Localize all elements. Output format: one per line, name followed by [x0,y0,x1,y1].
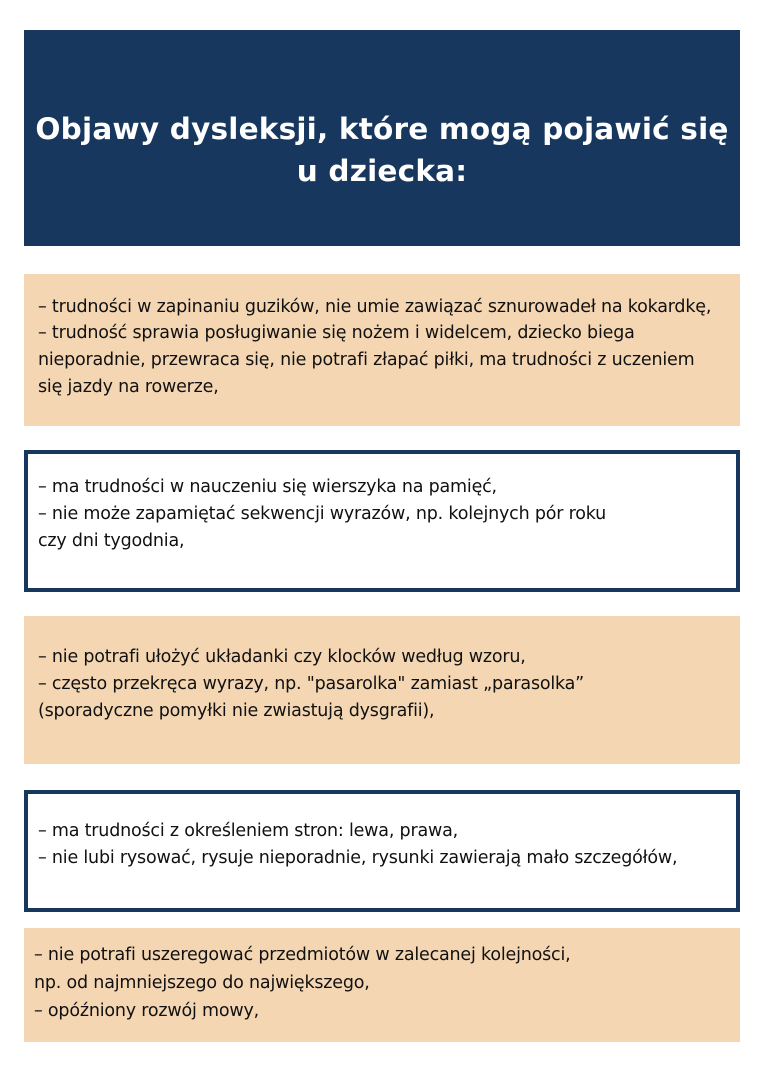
symptom-line: nieporadnie, przewraca się, nie potrafi złapać piłki, ma trudności z uczeniem [38,350,695,370]
page-title-line-2: u dziecka: [296,154,468,188]
page-title [24,108,740,192]
symptom-line: – często przekręca wyrazy, np. "pasarolka" zamiast „parasolka” [38,674,585,694]
symptom-box-patterns [24,616,740,764]
symptom-line: np. od najmniejszego do największego, [34,973,370,993]
symptom-line: – trudności w zapinaniu guzików, nie umie zawiązać sznurowadeł na kokardkę, [38,297,712,317]
symptom-line: – ma trudności w nauczeniu się wierszyka na pamięć, [38,477,497,497]
symptom-line: – trudność sprawia posługiwanie się nożem i widelcem, dziecko biega [38,323,635,343]
symptom-box-orientation [24,790,740,912]
page-title-line-1: Objawy dysleksji, które mogą pojawić się [35,112,729,146]
symptom-line: – nie potrafi uszeregować przedmiotów w zalecanej kolejności, [34,945,571,965]
symptom-line: – opóźniony rozwój mowy, [34,1001,260,1021]
symptom-box-memory [24,450,740,592]
title-banner [24,30,740,246]
symptom-line: czy dni tygodnia, [38,531,185,551]
symptom-line: – ma trudności z określeniem stron: lewa, prawa, [38,821,458,841]
symptom-line: się jazdy na rowerze, [38,377,219,397]
symptom-line: – nie lubi rysować, rysuje nieporadnie, rysunki zawierają mało szczegółów, [38,848,678,868]
symptom-box-motor [24,274,740,426]
symptom-line: (sporadyczne pomyłki nie zwiastują dysgrafii), [38,701,435,721]
symptom-line: – nie może zapamiętać sekwencji wyrazów, np. kolejnych pór roku [38,504,607,524]
symptom-box-ordering [24,928,740,1042]
symptom-line: – nie potrafi ułożyć układanki czy klocków według wzoru, [38,647,526,667]
